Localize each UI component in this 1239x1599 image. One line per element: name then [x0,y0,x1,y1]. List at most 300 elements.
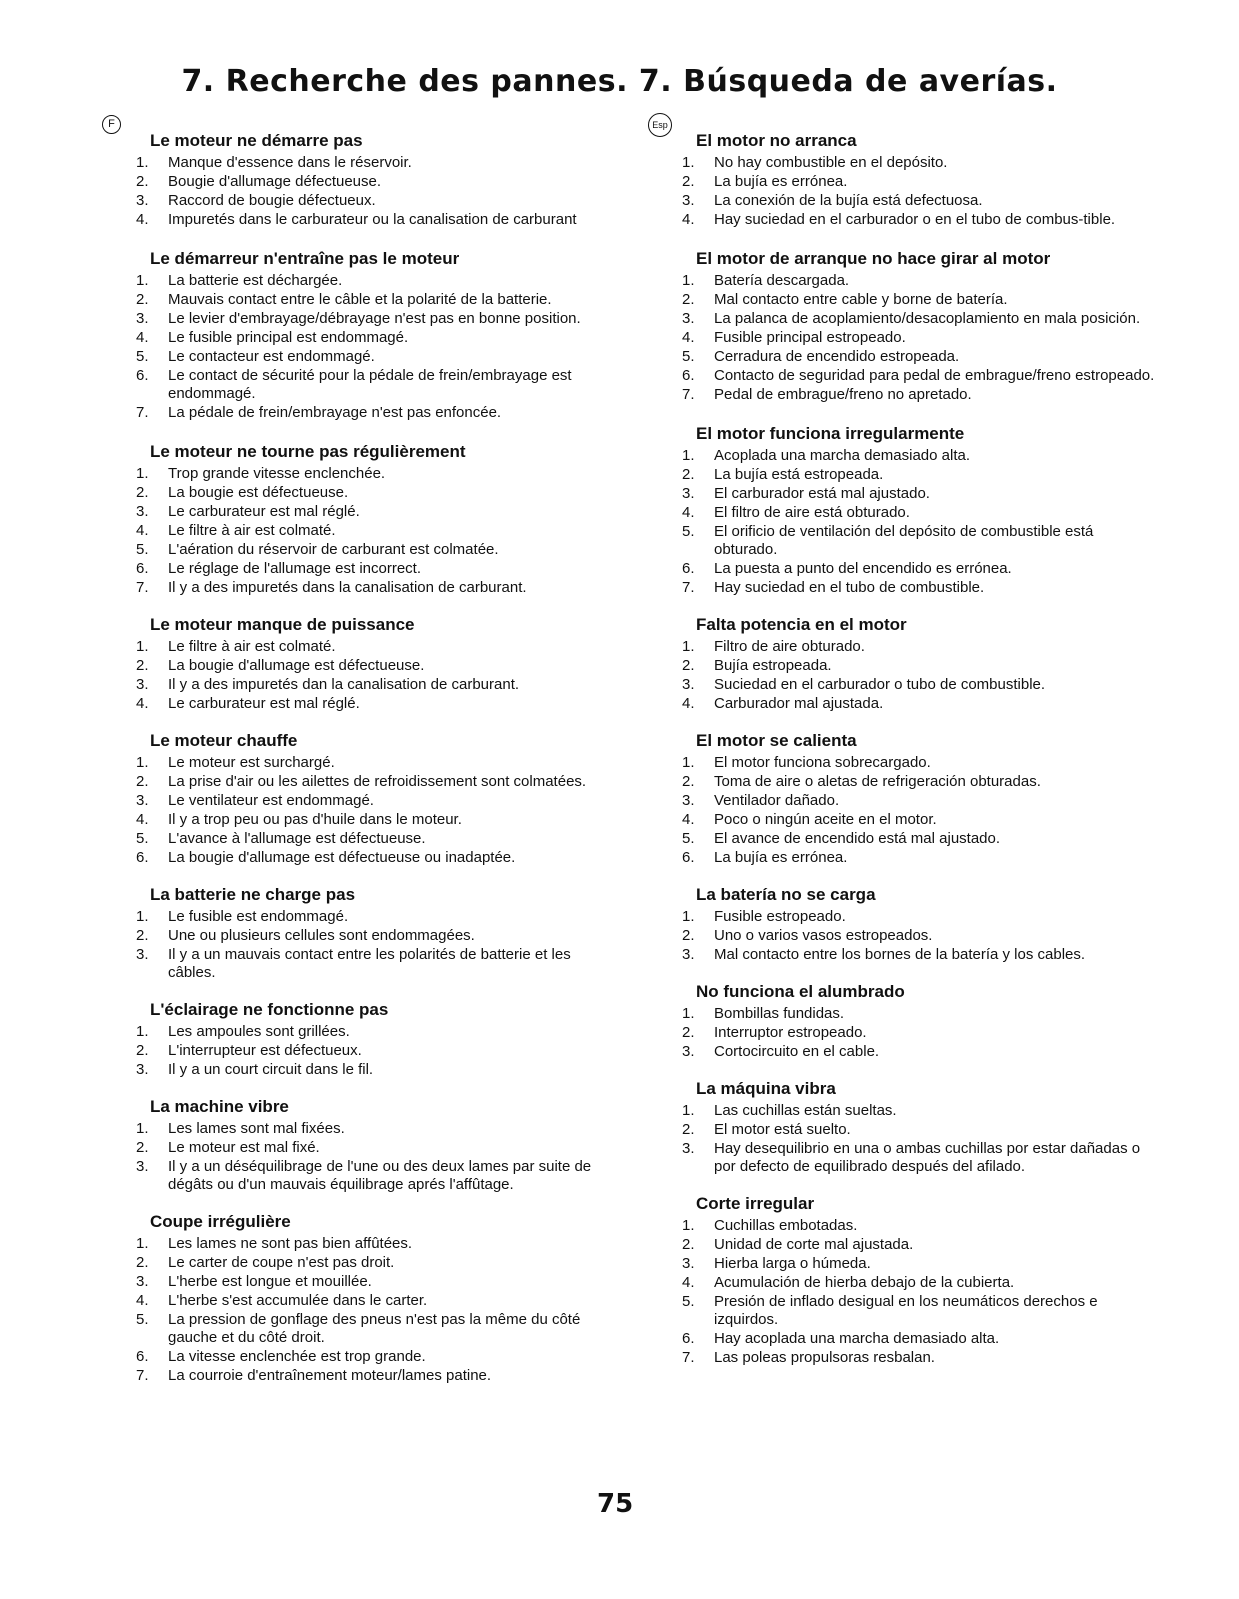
cause-text: Mal contacto entre los bornes de la batería y los cables. [714,946,1086,963]
cause-item [678,811,1158,829]
cause-item [132,638,612,656]
cause-item [678,1274,1158,1292]
troubleshooting-section [132,615,612,713]
section-heading: L'éclairage ne fonctionne pas [150,1000,389,1019]
cause-text: Acoplada una marcha demasiado alta. [714,447,970,464]
cause-number: 3. [682,485,695,502]
cause-list [678,1217,1158,1367]
cause-item [132,348,612,366]
cause-list [132,754,612,867]
cause-item [132,1254,612,1272]
cause-number: 6. [682,849,695,866]
cause-text: Hay suciedad en el tubo de combustible. [714,579,985,596]
cause-number: 4. [682,1274,695,1291]
cause-text: La bujía es errónea. [714,849,848,866]
cause-item [678,638,1158,656]
cause-item [132,849,612,867]
cause-item [132,291,612,309]
cause-text: L'aération du réservoir de carburant est colmatée. [168,541,499,558]
cause-item [678,1140,1158,1176]
troubleshooting-section [678,731,1158,867]
cause-item [132,1061,612,1079]
troubleshooting-section [678,982,1158,1061]
cause-number: 2. [136,657,149,674]
cause-item [132,927,612,945]
cause-number: 7. [682,1349,695,1366]
cause-item [678,773,1158,791]
cause-item [132,522,612,540]
cause-item [132,211,612,229]
cause-item [132,908,612,926]
section-heading: La máquina vibra [696,1079,836,1098]
troubleshooting-section [132,731,612,867]
cause-text: Le filtre à air est colmaté. [168,522,336,539]
cause-text: Batería descargada. [714,272,850,289]
cause-number: 3. [136,676,149,693]
cause-number: 4. [136,522,149,539]
cause-number: 1. [136,638,149,655]
cause-item [678,830,1158,848]
cause-text: Le contacteur est endommagé. [168,348,375,365]
cause-number: 2. [682,1236,695,1253]
cause-text: Contacto de seguridad para pedal de embrague/freno estropeado. [714,367,1155,384]
cause-item [678,192,1158,210]
cause-text: Fusible estropeado. [714,908,846,925]
cause-item [678,291,1158,309]
cause-text: Filtro de aire obturado. [714,638,865,655]
cause-number: 2. [682,773,695,790]
section-heading: Falta potencia en el motor [696,615,907,634]
cause-text: El motor está suelto. [714,1121,851,1138]
troubleshooting-section [132,131,612,229]
cause-item [678,1255,1158,1273]
cause-item [678,504,1158,522]
cause-text: Le réglage de l'allumage est incorrect. [168,560,422,577]
cause-number: 2. [682,1121,695,1138]
cause-item [132,367,612,403]
cause-text: El filtro de aire está obturado. [714,504,910,521]
cause-text: Les lames ne sont pas bien affûtées. [168,1235,413,1252]
cause-number: 2. [136,1042,149,1059]
cause-item [132,1348,612,1366]
cause-text: Raccord de bougie défectueux. [168,192,376,209]
cause-number: 3. [682,310,695,327]
cause-item [132,657,612,675]
troubleshooting-section [678,885,1158,964]
cause-list [132,1235,612,1385]
cause-number: 1. [682,1217,695,1234]
troubleshooting-section [132,1000,612,1079]
cause-text: L'herbe est longue et mouillée. [168,1273,372,1290]
cause-item [678,1217,1158,1235]
cause-text: La bougie est défectueuse. [168,484,349,501]
troubleshooting-section [132,885,612,982]
cause-number: 4. [682,695,695,712]
cause-number: 3. [136,503,149,520]
cause-number: 1. [136,465,149,482]
cause-text: Le carburateur est mal réglé. [168,503,360,520]
cause-number: 2. [682,173,695,190]
cause-text: Le carburateur est mal réglé. [168,695,360,712]
cause-text: Manque d'essence dans le réservoir. [168,154,412,171]
cause-list [678,754,1158,867]
cause-number: 5. [136,1311,149,1328]
cause-number: 2. [136,1254,149,1271]
cause-text: La bujía es errónea. [714,173,848,190]
cause-text: Le contact de sécurité pour la pédale de frein/embrayage est endommagé. [168,367,572,402]
cause-number: 7. [136,1367,149,1384]
cause-text: Le fusible principal est endommagé. [168,329,409,346]
cause-list [678,447,1158,597]
cause-number: 6. [136,1348,149,1365]
cause-item [678,792,1158,810]
cause-text: Fusible principal estropeado. [714,329,906,346]
cause-number: 3. [136,792,149,809]
troubleshooting-section [132,1212,612,1385]
cause-number: 3. [136,192,149,209]
cause-text: El motor funciona sobrecargado. [714,754,931,771]
cause-text: La courroie d'entraînement moteur/lames patine. [168,1367,492,1384]
cause-text: Le ventilateur est endommagé. [168,792,374,809]
french-language-badge: F [102,115,121,134]
french-column [108,113,612,1386]
cause-number: 4. [136,211,149,228]
cause-item [132,1023,612,1041]
cause-number: 1. [682,638,695,655]
cause-text: Carburador mal ajustada. [714,695,884,712]
cause-number: 1. [682,1005,695,1022]
cause-item [132,754,612,772]
section-heading: La machine vibre [150,1097,289,1116]
cause-list [132,272,612,422]
cause-text: Il y a un déséquilibrage de l'une ou des deux lames par suite de dégâts ou d'un mauvais équilibrage aprés l'affûtage. [168,1158,592,1193]
cause-number: 6. [682,1330,695,1347]
cause-item [678,154,1158,172]
cause-number: 4. [136,811,149,828]
cause-text: Cerradura de encendido estropeada. [714,348,960,365]
cause-item [132,1292,612,1310]
cause-number: 2. [136,773,149,790]
cause-number: 4. [682,211,695,228]
cause-text: Hay desequilibrio en una o ambas cuchillas por estar dañadas o por defecto de equilibrado después del afilado. [714,1140,1141,1175]
cause-text: Suciedad en el carburador o tubo de combustible. [714,676,1046,693]
cause-text: Il y a des impuretés dans la canalisation de carburant. [168,579,527,596]
cause-item [132,1120,612,1138]
cause-text: Las poleas propulsoras resbalan. [714,1349,935,1366]
cause-list [132,154,612,229]
cause-number: 2. [136,1139,149,1156]
cause-item [678,1121,1158,1139]
cause-item [678,367,1158,385]
cause-text: La bougie d'allumage est défectueuse ou inadaptée. [168,849,516,866]
cause-item [132,676,612,694]
french-sections [132,131,612,1385]
troubleshooting-section [678,249,1158,404]
page-title: 7. Recherche des pannes. 7. Búsqueda de averías. [181,64,1058,99]
cause-number: 1. [136,1023,149,1040]
cause-text: La pression de gonflage des pneus n'est pas la même du côté gauche et du côté droit. [168,1311,581,1346]
cause-list [678,1102,1158,1176]
cause-item [132,792,612,810]
cause-number: 7. [136,579,149,596]
cause-number: 5. [682,1293,695,1310]
cause-number: 6. [136,367,149,384]
cause-number: 5. [136,541,149,558]
cause-number: 2. [136,291,149,308]
cause-number: 3. [682,1140,695,1157]
cause-number: 5. [682,348,695,365]
cause-text: La bujía está estropeada. [714,466,884,483]
troubleshooting-section [678,1079,1158,1176]
cause-item [132,1311,612,1347]
cause-item [678,329,1158,347]
troubleshooting-section [132,249,612,422]
cause-text: El orificio de ventilación del depósito de combustible está obturado. [714,523,1094,558]
cause-text: Mauvais contact entre le câble et la polarité de la batterie. [168,291,552,308]
cause-text: Il y a un court circuit dans le fil. [168,1061,374,1078]
cause-number: 3. [682,676,695,693]
cause-text: Le carter de coupe n'est pas droit. [168,1254,395,1271]
cause-item [678,1330,1158,1348]
cause-text: Hay acoplada una marcha demasiado alta. [714,1330,1000,1347]
cause-item [678,657,1158,675]
cause-text: Les ampoules sont grillées. [168,1023,350,1040]
cause-text: Bougie d'allumage défectueuse. [168,173,382,190]
cause-number: 5. [682,830,695,847]
cause-item [132,503,612,521]
cause-text: Le levier d'embrayage/débrayage n'est pas en bonne position. [168,310,581,327]
cause-number: 1. [682,908,695,925]
cause-item [678,1043,1158,1061]
cause-number: 3. [136,946,149,963]
cause-number: 1. [682,272,695,289]
section-heading: Le moteur manque de puissance [150,615,415,634]
section-heading: El motor no arranca [696,131,857,150]
cause-list [678,908,1158,964]
cause-item [132,272,612,290]
cause-number: 3. [136,310,149,327]
page-number: 75 [597,1489,634,1519]
cause-list [678,154,1158,229]
cause-item [678,927,1158,945]
cause-text: El avance de encendido está mal ajustado. [714,830,1001,847]
cause-number: 2. [682,927,695,944]
cause-number: 1. [682,154,695,171]
cause-number: 7. [136,404,149,421]
cause-number: 2. [682,1024,695,1041]
cause-item [678,1102,1158,1120]
section-heading: Coupe irrégulière [150,1212,291,1231]
cause-item [132,1158,612,1194]
cause-text: La conexión de la bujía está defectuosa. [714,192,983,209]
cause-item [132,773,612,791]
cause-item [132,1042,612,1060]
cause-text: La batterie est déchargée. [168,272,343,289]
cause-item [132,560,612,578]
cause-number: 4. [682,811,695,828]
cause-number: 6. [136,849,149,866]
cause-text: La vitesse enclenchée est trop grande. [168,1348,426,1365]
cause-item [678,485,1158,503]
cause-item [132,310,612,328]
troubleshooting-section [678,131,1158,229]
cause-number: 1. [136,754,149,771]
cause-text: Bombillas fundidas. [714,1005,845,1022]
cause-item [132,154,612,172]
cause-text: Le fusible est endommagé. [168,908,349,925]
troubleshooting-section [132,1097,612,1194]
cause-item [678,849,1158,867]
cause-text: Il y a un mauvais contact entre les polarités de batterie et les câbles. [168,946,571,981]
cause-text: Unidad de corte mal ajustada. [714,1236,914,1253]
cause-text: Les lames sont mal fixées. [168,1120,345,1137]
section-heading: Le moteur ne démarre pas [150,131,363,150]
cause-number: 3. [682,1255,695,1272]
cause-text: Cuchillas embotadas. [714,1217,858,1234]
cause-number: 6. [682,367,695,384]
cause-number: 1. [136,908,149,925]
cause-item [132,329,612,347]
cause-list [132,1023,612,1079]
cause-number: 1. [682,754,695,771]
cause-number: 2. [682,466,695,483]
cause-item [132,830,612,848]
cause-text: Le filtre à air est colmaté. [168,638,336,655]
cause-number: 3. [682,946,695,963]
cause-number: 5. [136,348,149,365]
cause-item [678,272,1158,290]
cause-item [132,541,612,559]
cause-text: Il y a trop peu ou pas d'huile dans le moteur. [168,811,462,828]
cause-text: L'interrupteur est défectueux. [168,1042,362,1059]
cause-number: 5. [136,830,149,847]
cause-number: 3. [136,1273,149,1290]
cause-number: 4. [682,504,695,521]
cause-number: 4. [682,329,695,346]
cause-text: Uno o varios vasos estropeados. [714,927,933,944]
section-heading: Le moteur chauffe [150,731,298,750]
section-heading: Corte irregular [696,1194,815,1213]
cause-list [132,638,612,713]
cause-item [132,1139,612,1157]
cause-text: Acumulación de hierba debajo de la cubierta. [714,1274,1015,1291]
cause-number: 2. [136,927,149,944]
cause-text: Hay suciedad en el carburador o en el tubo de combus-tible. [714,211,1116,228]
cause-text: Toma de aire o aletas de refrigeración obturadas. [714,773,1041,790]
cause-item [132,811,612,829]
cause-number: 7. [682,386,695,403]
troubleshooting-section [678,1194,1158,1367]
cause-text: El carburador está mal ajustado. [714,485,930,502]
cause-text: Pedal de embrague/freno no apretado. [714,386,972,403]
section-heading: La batterie ne charge pas [150,885,356,904]
cause-item [132,465,612,483]
cause-number: 3. [136,1158,149,1175]
cause-item [678,754,1158,772]
cause-list [678,272,1158,404]
cause-item [132,404,612,422]
cause-number: 1. [136,1120,149,1137]
cause-item [678,579,1158,597]
cause-item [678,386,1158,404]
cause-item [678,560,1158,578]
cause-number: 4. [136,695,149,712]
cause-item [678,946,1158,964]
cause-item [678,1349,1158,1367]
cause-number: 6. [136,560,149,577]
troubleshooting-section [678,615,1158,713]
cause-list [678,1005,1158,1061]
cause-item [678,466,1158,484]
cause-item [678,447,1158,465]
cause-number: 2. [136,173,149,190]
section-heading: La batería no se carga [696,885,876,904]
cause-number: 3. [682,192,695,209]
cause-item [678,211,1158,229]
cause-text: Le moteur est surchargé. [168,754,335,771]
spanish-sections [678,131,1158,1367]
cause-item [132,946,612,982]
cause-item [132,1235,612,1253]
cause-text: Ventilador dañado. [714,792,840,809]
cause-text: No hay combustible en el depósito. [714,154,948,171]
cause-text: Impuretés dans le carburateur ou la canalisation de carburant [168,211,577,228]
cause-number: 1. [136,1235,149,1252]
cause-item [132,484,612,502]
cause-item [678,1293,1158,1329]
cause-number: 3. [682,792,695,809]
cause-text: Mal contacto entre cable y borne de batería. [714,291,1008,308]
section-heading: Le démarreur n'entraîne pas le moteur [150,249,460,268]
cause-item [678,676,1158,694]
cause-item [678,310,1158,328]
cause-number: 1. [682,1102,695,1119]
spanish-column [652,113,1158,1368]
cause-item [132,1367,612,1385]
cause-text: Cortocircuito en el cable. [714,1043,880,1060]
cause-item [678,1005,1158,1023]
cause-number: 1. [682,447,695,464]
cause-text: La pédale de frein/embrayage n'est pas enfoncée. [168,404,502,421]
cause-number: 4. [136,329,149,346]
section-heading: No funciona el alumbrado [696,982,905,1001]
troubleshooting-section [132,442,612,597]
section-heading: Le moteur ne tourne pas régulièrement [150,442,466,461]
cause-text: Las cuchillas están sueltas. [714,1102,897,1119]
cause-number: 6. [682,560,695,577]
cause-item [132,192,612,210]
cause-item [678,695,1158,713]
cause-number: 2. [682,657,695,674]
cause-item [678,523,1158,559]
cause-number: 5. [682,523,695,540]
cause-item [132,579,612,597]
cause-text: Le moteur est mal fixé. [168,1139,320,1156]
cause-text: Une ou plusieurs cellules sont endommagées. [168,927,475,944]
cause-item [132,173,612,191]
cause-text: Il y a des impuretés dan la canalisation de carburant. [168,676,520,693]
cause-text: Trop grande vitesse enclenchée. [168,465,386,482]
section-heading: El motor funciona irregularmente [696,424,965,443]
cause-list [132,465,612,597]
cause-item [678,173,1158,191]
cause-text: L'avance à l'allumage est défectueuse. [168,830,426,847]
cause-text: Presión de inflado desigual en los neumáticos derechos e izquirdos. [714,1293,1098,1328]
cause-text: Poco o ningún aceite en el motor. [714,811,937,828]
cause-number: 3. [136,1061,149,1078]
cause-list [132,1120,612,1194]
cause-list [132,908,612,982]
